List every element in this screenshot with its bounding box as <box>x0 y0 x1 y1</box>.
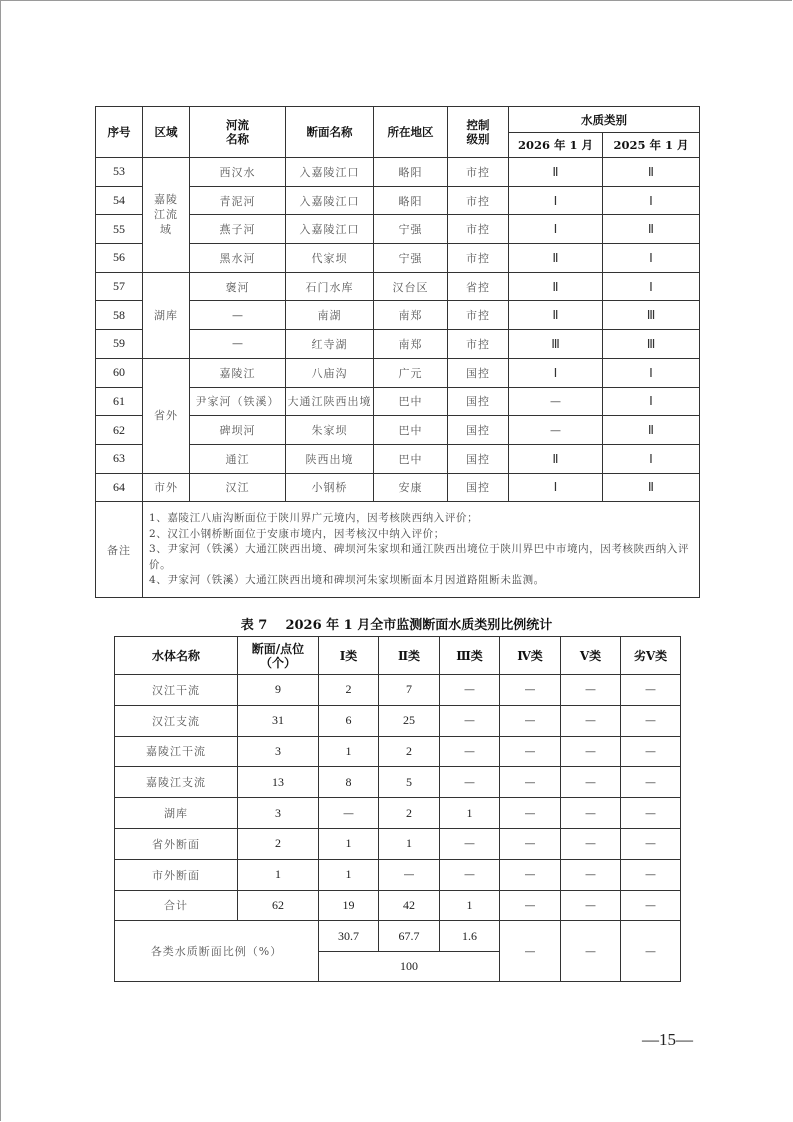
cell-water-body: 汉江支流 <box>115 705 238 736</box>
cell-river: — <box>190 301 286 330</box>
cell-seq: 58 <box>96 301 143 330</box>
header-water-body: 水体名称 <box>115 637 238 675</box>
header-class-3: Ⅲ类 <box>440 637 500 675</box>
cell-value: — <box>621 859 681 890</box>
cell-value: — <box>621 828 681 859</box>
cell-river: 黑水河 <box>190 244 286 273</box>
cell-value: — <box>561 859 621 890</box>
cell-value: 2 <box>238 828 319 859</box>
cell-value: — <box>561 890 621 921</box>
caption-title: 2026 年 1 月全市监测断面水质类别比例统计 <box>285 618 553 633</box>
cell-section: 石门水库 <box>286 272 374 301</box>
cell-location: 巴中 <box>374 416 448 445</box>
cell-control: 国控 <box>448 358 509 387</box>
table-row <box>115 675 681 706</box>
cell-section: 代家坝 <box>286 244 374 273</box>
cell-value: — <box>500 798 561 829</box>
header-control: 控制 级别 <box>448 107 509 158</box>
cell-value: 5 <box>379 767 440 798</box>
cell-river: 通江 <box>190 444 286 473</box>
table-row <box>96 358 700 387</box>
cell-quality-2026: Ⅰ <box>509 473 603 502</box>
table-row <box>96 272 700 301</box>
ratio-label: 各类水质断面比例（%） <box>115 921 319 982</box>
cell-water-body: 嘉陵江支流 <box>115 767 238 798</box>
cell-quality-2026: Ⅱ <box>509 244 603 273</box>
cell-quality-2026: Ⅰ <box>509 358 603 387</box>
water-quality-section-table <box>95 106 700 598</box>
cell-control: 省控 <box>448 272 509 301</box>
cell-value: — <box>440 859 500 890</box>
cell-quality-2025: Ⅲ <box>603 301 700 330</box>
header-section: 断面名称 <box>286 107 374 158</box>
table-caption <box>0 614 793 633</box>
table-row <box>115 736 681 767</box>
cell-seq: 56 <box>96 244 143 273</box>
cell-location: 汉台区 <box>374 272 448 301</box>
cell-water-body: 汉江干流 <box>115 675 238 706</box>
cell-value: — <box>621 736 681 767</box>
ratio-class-1: 30.7 <box>319 921 379 952</box>
cell-quality-2025: Ⅱ <box>603 416 700 445</box>
header-seq: 序号 <box>96 107 143 158</box>
header-count: 断面/点位 （个） <box>238 637 319 675</box>
cell-section: 陕西出境 <box>286 444 374 473</box>
cell-quality-2026: Ⅰ <box>509 186 603 215</box>
header-class-1: Ⅰ类 <box>319 637 379 675</box>
cell-location: 南郑 <box>374 301 448 330</box>
ratio-class-worse-5: — <box>621 921 681 982</box>
cell-control: 市控 <box>448 330 509 359</box>
header-class-2: Ⅱ类 <box>379 637 440 675</box>
cell-control: 国控 <box>448 473 509 502</box>
cell-location: 巴中 <box>374 387 448 416</box>
cell-value: — <box>561 767 621 798</box>
cell-location: 安康 <box>374 473 448 502</box>
cell-seq: 62 <box>96 416 143 445</box>
header-period-2026: 2026 年 1 月 <box>509 133 603 158</box>
caption-label: 表 7 <box>240 618 268 633</box>
cell-value: — <box>561 828 621 859</box>
cell-quality-2026: Ⅱ <box>509 272 603 301</box>
cell-quality-2026: — <box>509 387 603 416</box>
cell-control: 国控 <box>448 444 509 473</box>
cell-value: — <box>621 705 681 736</box>
notes-label: 备注 <box>96 502 143 598</box>
cell-water-body: 市外断面 <box>115 859 238 890</box>
cell-value: — <box>500 675 561 706</box>
table-row <box>115 859 681 890</box>
cell-value: — <box>561 675 621 706</box>
cell-location: 南郑 <box>374 330 448 359</box>
quality-ratio-table <box>114 636 681 982</box>
cell-water-body: 省外断面 <box>115 828 238 859</box>
cell-value: — <box>500 828 561 859</box>
header-region: 区域 <box>143 107 190 158</box>
header-quality: 水质类别 <box>509 107 700 133</box>
cell-value: — <box>621 890 681 921</box>
cell-seq: 64 <box>96 473 143 502</box>
cell-value: — <box>621 675 681 706</box>
cell-region: 市外 <box>143 473 190 502</box>
cell-section: 小钢桥 <box>286 473 374 502</box>
header-class-worse-5: 劣Ⅴ类 <box>621 637 681 675</box>
cell-value: — <box>440 736 500 767</box>
cell-value: 25 <box>379 705 440 736</box>
cell-value: — <box>621 767 681 798</box>
cell-seq: 60 <box>96 358 143 387</box>
cell-value: 42 <box>379 890 440 921</box>
cell-value: — <box>500 767 561 798</box>
cell-value: 62 <box>238 890 319 921</box>
table-row <box>115 767 681 798</box>
cell-seq: 59 <box>96 330 143 359</box>
cell-control: 国控 <box>448 387 509 416</box>
cell-value: 1 <box>238 859 319 890</box>
cell-section: 入嘉陵江口 <box>286 186 374 215</box>
cell-location: 略阳 <box>374 158 448 187</box>
cell-value: 1 <box>319 828 379 859</box>
cell-value: — <box>500 705 561 736</box>
cell-river: 西汉水 <box>190 158 286 187</box>
header-class-5: Ⅴ类 <box>561 637 621 675</box>
ratio-class-4: — <box>500 921 561 982</box>
cell-quality-2026: Ⅱ <box>509 301 603 330</box>
table-row <box>96 473 700 502</box>
note-item: 4、尹家河（铁溪）大通江陕西出境和碑坝河朱家坝断面本月因道路阻断未监测。 <box>149 574 545 586</box>
header-period-2025: 2025 年 1 月 <box>603 133 700 158</box>
header-river: 河流 名称 <box>190 107 286 158</box>
cell-location: 略阳 <box>374 186 448 215</box>
note-item: 1、嘉陵江八庙沟断面位于陕川界广元境内，因考核陕西纳入评价； <box>149 512 479 524</box>
page-number: —15— <box>642 1030 693 1049</box>
cell-seq: 53 <box>96 158 143 187</box>
cell-river: 碑坝河 <box>190 416 286 445</box>
cell-control: 市控 <box>448 301 509 330</box>
cell-value: 1 <box>440 890 500 921</box>
cell-value: — <box>500 859 561 890</box>
cell-river: 尹家河（铁溪） <box>190 387 286 416</box>
cell-value: — <box>440 675 500 706</box>
cell-seq: 61 <box>96 387 143 416</box>
cell-water-body: 湖库 <box>115 798 238 829</box>
cell-location: 广元 <box>374 358 448 387</box>
cell-quality-2025: Ⅰ <box>603 244 700 273</box>
cell-value: 8 <box>319 767 379 798</box>
cell-value: 1 <box>379 828 440 859</box>
cell-value: — <box>561 798 621 829</box>
cell-value: — <box>440 828 500 859</box>
cell-quality-2025: Ⅰ <box>603 358 700 387</box>
cell-value: 1 <box>319 859 379 890</box>
note-item: 3、尹家河（铁溪）大通江陕西出境、碑坝河朱家坝和通江陕西出境位于陕川界巴中市境内，因考核陕西纳入评价。 <box>149 543 690 571</box>
cell-control: 市控 <box>448 244 509 273</box>
cell-section: 八庙沟 <box>286 358 374 387</box>
cell-section: 红寺湖 <box>286 330 374 359</box>
cell-quality-2026: — <box>509 416 603 445</box>
cell-value: 3 <box>238 798 319 829</box>
cell-quality-2025: Ⅲ <box>603 330 700 359</box>
cell-quality-2025: Ⅱ <box>603 215 700 244</box>
cell-value: — <box>561 736 621 767</box>
cell-quality-2026: Ⅰ <box>509 215 603 244</box>
cell-river: 褒河 <box>190 272 286 301</box>
ratio-class-3: 1.6 <box>440 921 500 952</box>
cell-quality-2025: Ⅰ <box>603 444 700 473</box>
cell-water-body: 合计 <box>115 890 238 921</box>
cell-value: 13 <box>238 767 319 798</box>
cell-value: 1 <box>440 798 500 829</box>
cell-value: — <box>319 798 379 829</box>
cell-value: 1 <box>319 736 379 767</box>
cell-value: — <box>440 767 500 798</box>
cell-section: 入嘉陵江口 <box>286 215 374 244</box>
header-location: 所在地区 <box>374 107 448 158</box>
cell-value: 3 <box>238 736 319 767</box>
cell-section: 朱家坝 <box>286 416 374 445</box>
cell-river: 青泥河 <box>190 186 286 215</box>
cell-quality-2025: Ⅰ <box>603 186 700 215</box>
cell-quality-2025: Ⅰ <box>603 272 700 301</box>
cell-control: 市控 <box>448 215 509 244</box>
cell-location: 巴中 <box>374 444 448 473</box>
cell-section: 南湖 <box>286 301 374 330</box>
cell-value: 2 <box>319 675 379 706</box>
cell-river: 汉江 <box>190 473 286 502</box>
cell-quality-2026: Ⅲ <box>509 330 603 359</box>
cell-value: 2 <box>379 736 440 767</box>
cell-value: — <box>440 705 500 736</box>
cell-region: 嘉陵 江流 域 <box>143 158 190 273</box>
cell-value: — <box>500 736 561 767</box>
cell-region: 省外 <box>143 358 190 473</box>
table-row <box>115 705 681 736</box>
table-row <box>115 890 681 921</box>
cell-value: — <box>500 890 561 921</box>
cell-quality-2026: Ⅱ <box>509 158 603 187</box>
cell-river: 嘉陵江 <box>190 358 286 387</box>
cell-quality-2025: Ⅰ <box>603 387 700 416</box>
cell-quality-2025: Ⅱ <box>603 473 700 502</box>
cell-value: — <box>379 859 440 890</box>
cell-value: — <box>621 798 681 829</box>
table-row <box>96 158 700 187</box>
ratio-total: 100 <box>319 952 500 982</box>
table-row <box>115 798 681 829</box>
table-row <box>115 828 681 859</box>
cell-seq: 54 <box>96 186 143 215</box>
note-item: 2、汉江小钢桥断面位于安康市境内，因考核汉中纳入评价； <box>149 527 445 540</box>
notes-content <box>143 502 700 598</box>
cell-value: 7 <box>379 675 440 706</box>
cell-river: 燕子河 <box>190 215 286 244</box>
cell-seq: 55 <box>96 215 143 244</box>
cell-river: — <box>190 330 286 359</box>
cell-value: 9 <box>238 675 319 706</box>
cell-value: 2 <box>379 798 440 829</box>
cell-region: 湖库 <box>143 272 190 358</box>
cell-water-body: 嘉陵江干流 <box>115 736 238 767</box>
cell-seq: 63 <box>96 444 143 473</box>
cell-value: — <box>561 705 621 736</box>
cell-quality-2026: Ⅱ <box>509 444 603 473</box>
cell-seq: 57 <box>96 272 143 301</box>
cell-value: 31 <box>238 705 319 736</box>
cell-control: 市控 <box>448 158 509 187</box>
cell-value: 19 <box>319 890 379 921</box>
cell-control: 市控 <box>448 186 509 215</box>
cell-quality-2025: Ⅱ <box>603 158 700 187</box>
cell-location: 宁强 <box>374 215 448 244</box>
cell-location: 宁强 <box>374 244 448 273</box>
cell-section: 大通江陕西出境 <box>286 387 374 416</box>
ratio-class-5: — <box>561 921 621 982</box>
cell-section: 入嘉陵江口 <box>286 158 374 187</box>
header-class-4: Ⅳ类 <box>500 637 561 675</box>
cell-value: 6 <box>319 705 379 736</box>
cell-control: 国控 <box>448 416 509 445</box>
ratio-class-2: 67.7 <box>379 921 440 952</box>
